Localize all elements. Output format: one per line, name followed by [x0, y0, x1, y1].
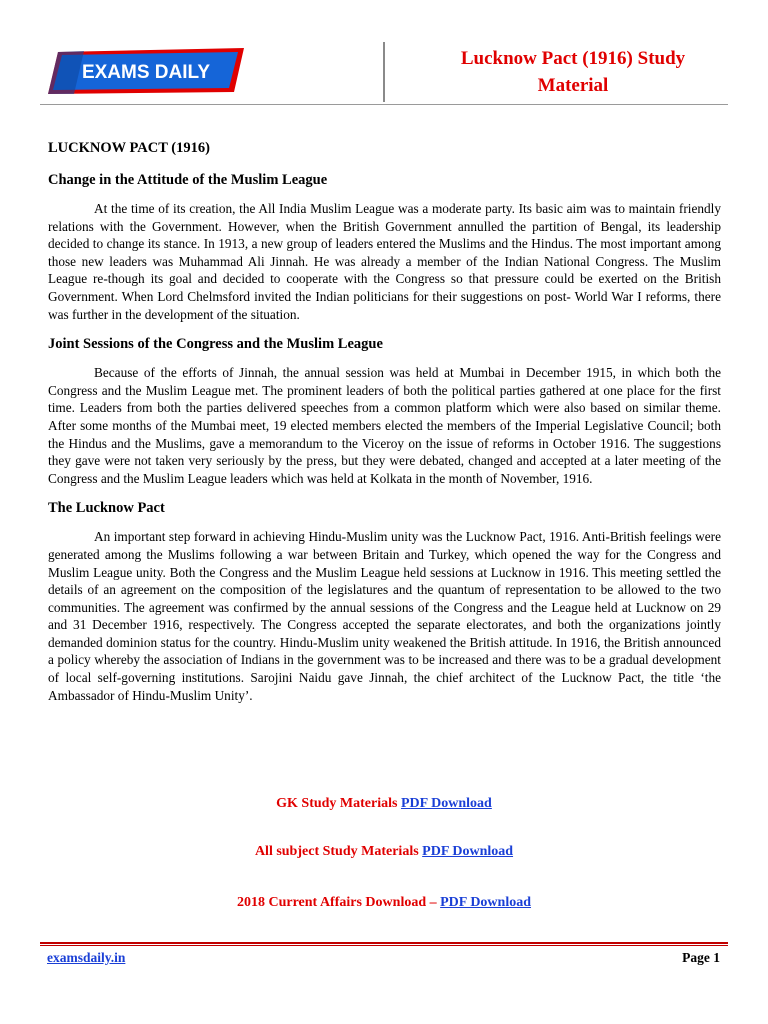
page-title-line1: Lucknow Pact (1916) Study [460, 48, 686, 69]
download-label-current-affairs: 2018 Current Affairs Download – [236, 895, 441, 910]
section-heading-attitude: Change in the Attitude of the Muslim League [48, 172, 328, 188]
document-title: LUCKNOW PACT (1916) [48, 140, 210, 156]
download-link-current-affairs[interactable]: PDF Download [440, 895, 532, 910]
download-label-all-subjects: All subject Study Materials [254, 844, 423, 859]
document-body [48, 138, 721, 715]
download-line-current-affairs [40, 895, 728, 911]
page-title [400, 45, 746, 99]
logo-text: EXAMS DAILY [81, 62, 211, 83]
footer-rule-thin [40, 945, 728, 946]
exams-daily-logo [44, 46, 244, 96]
download-link-all-subjects[interactable]: PDF Download [422, 844, 514, 859]
section-paragraph-lucknow-pact: An important step forward in achieving Hindu-Muslim unity was the Lucknow Pact, 1916. Anti-British feelings were generated among the Muslims following a war between Britain and Turkey, which opened the way for the Congress and Muslim League unity. Both the Congress and the Muslim League held sessions at Lucknow in 1916. This meeting settled the details of an agreement on the composition of the legislatures and the quantum of representation to be allowed to the two communities. The agreement was confirmed by the annual sessions of the Congress and the League held at Lucknow on 29 and 31 December 1916, respectively. The Congress accepted the separate electorates, and both the organizations jointly demanded dominion status for the country. Hindu-Muslim unity weakened the British attitude. In 1916, the British announced a policy whereby the association of Indians in the government was to be increased and there was to be a gradual development of local self-governing institutions. Sarojini Naidu gave Jinnah, the chief architect of the Lucknow Pact, the title ‘the Ambassador of Hindu-Muslim Unity’. [48, 529, 721, 703]
section-paragraph-joint-sessions: Because of the efforts of Jinnah, the annual session was held at Mumbai in December 1915, in which both the Congress and the Muslim League met. The prominent leaders of both the political parties gathered at one place for the first time. Leaders from both the parties delivered speeches from a common platform which were also based on similar theme. After some months of the Mumbai meet, 19 elected members elected the members of the Imperial Legislative Council; both the Hindus and the Muslims, gave a memorandum to the Viceroy on the issue of reforms in October 1916. The suggestions they gave were not taken very seriously by the press, but they were debated, changed and accepted at a later meeting of the Congress and the Muslim League leaders which was held at Kolkata in the month of November, 1916. [48, 365, 721, 486]
footer-rule [40, 942, 728, 944]
download-label-gk: GK Study Materials [276, 796, 401, 811]
page-title-line2: Material [537, 75, 609, 96]
download-line-all-subjects [40, 844, 728, 860]
footer-site-link[interactable]: examsdaily.in [47, 950, 126, 965]
page-number: Page 1 [682, 950, 720, 965]
download-line-gk [40, 796, 728, 812]
header-divider [383, 42, 385, 102]
header-rule [40, 104, 728, 105]
download-link-gk[interactable]: PDF Download [400, 796, 492, 811]
section-heading-lucknow-pact: The Lucknow Pact [48, 500, 165, 517]
section-heading-joint-sessions: Joint Sessions of the Congress and the Muslim League [48, 336, 383, 353]
section-paragraph-attitude: At the time of its creation, the All India Muslim League was a moderate party. Its basic aim was to maintain friendly relations with the Government. However, when the British Government annulled the partition of Bengal, its leadership decided to change its stance. In 1913, a new group of leaders entered the Muslims and the Hindus. The most important among those new leaders was Muhammad Ali Jinnah. He was already a member of the Indian National Congress. The Muslim League re-though its goal and decided to cooperate with the Congress so that pressure could be exerted on the British Government. When Lord Chelmsford invited the Indian politicians for their suggestions on post- World War I reforms, there was further in the development of the situation. [48, 201, 721, 322]
